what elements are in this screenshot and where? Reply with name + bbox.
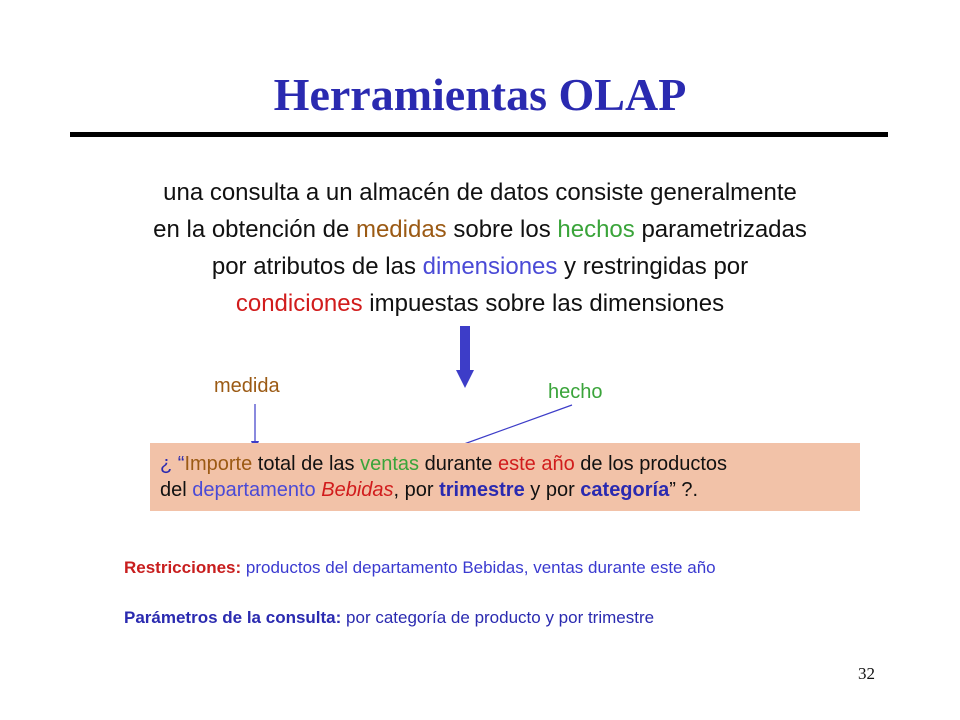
query-close-quote: ” ?. [669, 479, 699, 501]
query-text-part: durante [419, 453, 498, 475]
parametros-line [124, 608, 654, 628]
label-hecho: hecho [548, 381, 603, 403]
query-text-part: , por [393, 479, 440, 501]
intro-text: en la obtención de [153, 216, 356, 243]
term-hechos: hechos [557, 216, 635, 243]
slide-title: Herramientas OLAP [273, 69, 687, 120]
query-term-trimestre: trimestre [439, 479, 525, 501]
query-term-bebidas: Bebidas [321, 479, 394, 501]
intro-text: por atributos de las [211, 253, 423, 280]
query-text-part: del [160, 479, 193, 501]
parametros-label: Parámetros de la consulta: [124, 608, 342, 627]
query-text-part: y por [524, 479, 581, 501]
query-text-part: total de las [252, 453, 361, 475]
intro-text: y restringidas por [557, 253, 749, 280]
query-line-1 [160, 451, 860, 477]
query-text-part: de los productos [574, 453, 728, 475]
parametros-text: por categoría de producto y por trimestre [341, 608, 655, 627]
restricciones-line [124, 558, 716, 578]
intro-text: sobre los [446, 216, 558, 243]
intro-text: impuestas sobre las dimensiones [362, 290, 725, 317]
term-medidas: medidas [355, 216, 447, 243]
restricciones-label: Restricciones: [124, 558, 242, 577]
down-arrow-shaft [460, 326, 470, 372]
query-term-ventas: ventas [360, 453, 420, 475]
label-medida: medida [214, 375, 280, 397]
term-dimensiones: dimensiones [422, 253, 558, 280]
hecho-pointer-line [453, 405, 572, 448]
query-term-importe: Importe [184, 453, 253, 475]
intro-text: parametrizadas [634, 216, 807, 243]
term-condiciones: condiciones [235, 290, 363, 317]
restricciones-text: productos del departamento Bebidas, ventas durante este año [241, 558, 716, 577]
intro-line-1: una consulta a un almacén de datos consiste generalmente [163, 179, 797, 206]
query-term-departamento: departamento [192, 479, 322, 501]
page-number: 32 [858, 664, 875, 683]
query-text [160, 451, 860, 503]
query-term-este-ano: este año [497, 453, 575, 475]
query-line-2 [160, 477, 860, 503]
query-term-categoria: categoría [580, 479, 670, 501]
down-arrow-head [456, 370, 474, 388]
query-open-quote: ¿ “ [160, 453, 185, 475]
